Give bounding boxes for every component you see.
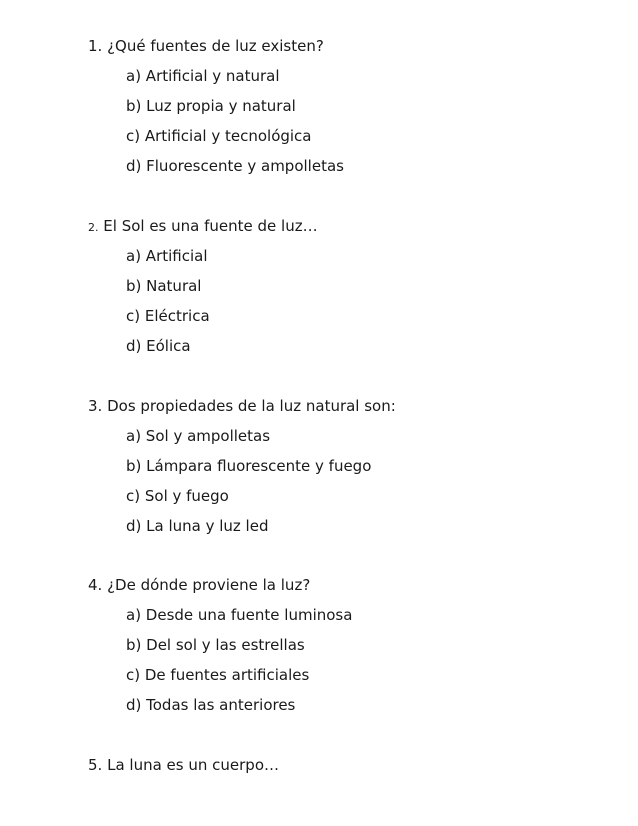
- question-2-text: [88, 217, 608, 235]
- question-prompt: El Sol es una fuente de luz…: [103, 217, 318, 235]
- option-d: d) La luna y luz led: [126, 517, 269, 535]
- option-b: b) Del sol y las estrellas: [126, 636, 305, 654]
- question-prompt: ¿De dónde proviene la luz?: [107, 576, 311, 594]
- question-5-text: [88, 756, 608, 774]
- option-c: c) Eléctrica: [126, 307, 210, 325]
- question-5: [88, 756, 608, 774]
- option-d: d) Todas las anteriores: [126, 696, 296, 714]
- option-c: c) De fuentes artificiales: [126, 666, 310, 684]
- question-prompt: ¿Qué fuentes de luz existen?: [107, 37, 324, 55]
- question-number: 4.: [88, 576, 103, 594]
- option-d: d) Fluorescente y ampolletas: [126, 157, 344, 175]
- question-2: [88, 217, 608, 355]
- option-a: a) Sol y ampolletas: [126, 427, 271, 445]
- question-number: 2.: [88, 221, 99, 234]
- question-4: [88, 576, 608, 714]
- question-4-text: [88, 576, 608, 594]
- option-b: b) Natural: [126, 277, 202, 295]
- question-4-options: [88, 606, 608, 714]
- option-c: c) Sol y fuego: [126, 487, 229, 505]
- option-a: a) Artificial y natural: [126, 67, 280, 85]
- question-number: 1.: [88, 37, 103, 55]
- option-d: d) Eólica: [126, 337, 191, 355]
- option-b: b) Luz propia y natural: [126, 97, 296, 115]
- option-c: c) Artificial y tecnológica: [126, 127, 312, 145]
- option-a: a) Artificial: [126, 247, 208, 265]
- question-number: 5.: [88, 756, 103, 774]
- question-3: [88, 397, 608, 535]
- question-2-options: [88, 247, 608, 355]
- question-1-options: [88, 67, 608, 175]
- question-prompt: La luna es un cuerpo…: [107, 756, 279, 774]
- question-prompt: Dos propiedades de la luz natural son:: [107, 397, 396, 415]
- option-a: a) Desde una fuente luminosa: [126, 606, 353, 624]
- option-b: b) Lámpara fluorescente y fuego: [126, 457, 372, 475]
- question-3-options: [88, 427, 608, 535]
- question-1: [88, 37, 608, 175]
- question-1-text: [88, 37, 608, 55]
- question-3-text: [88, 397, 608, 415]
- question-number: 3.: [88, 397, 103, 415]
